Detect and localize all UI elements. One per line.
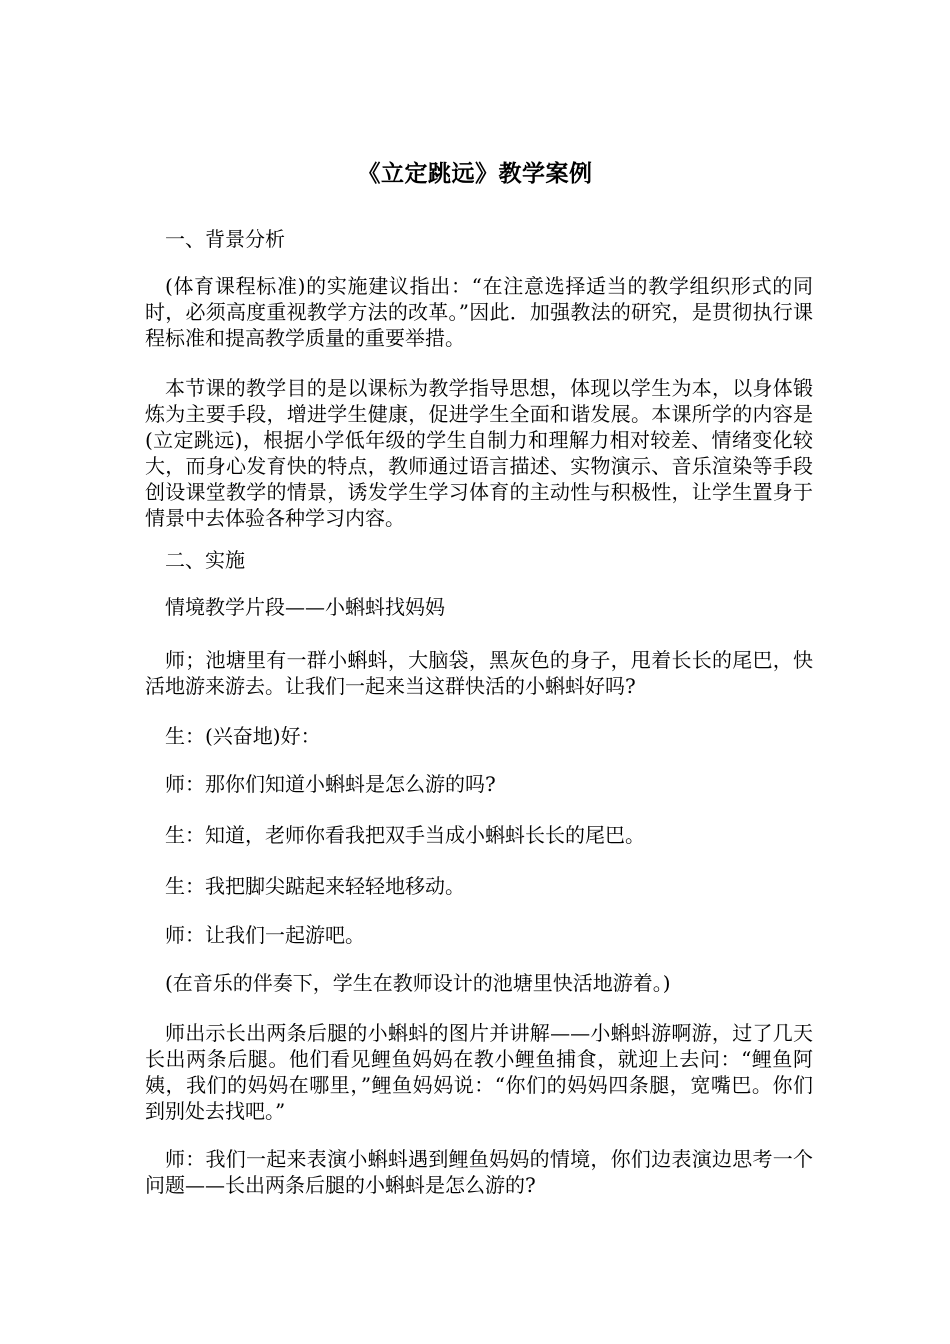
paragraph-teacher-question: 师：我们一起来表演小蝌蚪遇到鲤鱼妈妈的情境，你们边表演边思考一个问题——长出两条后腿的小蝌蚪是怎么游的? xyxy=(145,1147,813,1197)
section-heading-implementation: 二、实施 xyxy=(165,548,245,572)
paragraph-lesson-purpose: 本节课的教学目的是以课标为教学指导思想，体现以学生为本，以身体锻炼为主要手段，增进学生健康，促进学生全面和谐发展。本课所学的内容是(立定跳远)，根据小学低年级的学生自制力和理解力相对较差、情绪变化较大，而身心发育快的特点，教师通过语言描述、实物演示、音乐渲染等手段创设课堂教学的情景，诱发学生学习体育的主动性与积极性，让学生置身于情景中去体验各种学习内容。 xyxy=(145,376,813,530)
dialogue-line: 生：我把脚尖踮起来轻轻地移动。 xyxy=(165,874,465,898)
stage-direction: (在音乐的伴奏下，学生在教师设计的池塘里快活地游着。) xyxy=(165,971,671,995)
dialogue-line: 生：知道，老师你看我把双手当成小蝌蚪长长的尾巴。 xyxy=(165,823,645,847)
paragraph-tadpole-story: 师出示长出两条后腿的小蝌蚪的图片并讲解——小蝌蚪游啊游，过了几天长出两条后腿。他们看见鲤鱼妈妈在教小鲤鱼捕食，就迎上去问：“鲤鱼阿姨，我们的妈妈在哪里，”鲤鱼妈妈说：“你们的妈妈四条腿，宽嘴巴。你们到别处去找吧。” xyxy=(145,1021,813,1123)
section-heading-background: 一、背景分析 xyxy=(165,227,285,251)
subheading-scenario: 情境教学片段——小蝌蚪找妈妈 xyxy=(165,595,445,619)
paragraph-teacher-intro: 师；池塘里有一群小蝌蚪，大脑袋，黑灰色的身子，甩着长长的尾巴，快活地游来游去。让我们一起来当这群快活的小蝌蚪好吗? xyxy=(145,648,813,698)
paragraph-curriculum-standard: (体育课程标准)的实施建议指出：“在注意选择适当的教学组织形式的同时，必须高度重视教学方法的改革。”因此．加强教法的研究，是贯彻执行课程标准和提高教学质量的重要举措。 xyxy=(145,274,813,350)
dialogue-line: 师：让我们一起游吧。 xyxy=(165,923,365,947)
document-title: 《立定跳远》教学案例 xyxy=(357,160,593,187)
dialogue-line: 师：那你们知道小蝌蚪是怎么游的吗? xyxy=(165,772,496,796)
dialogue-line: 生：(兴奋地)好： xyxy=(165,724,321,748)
